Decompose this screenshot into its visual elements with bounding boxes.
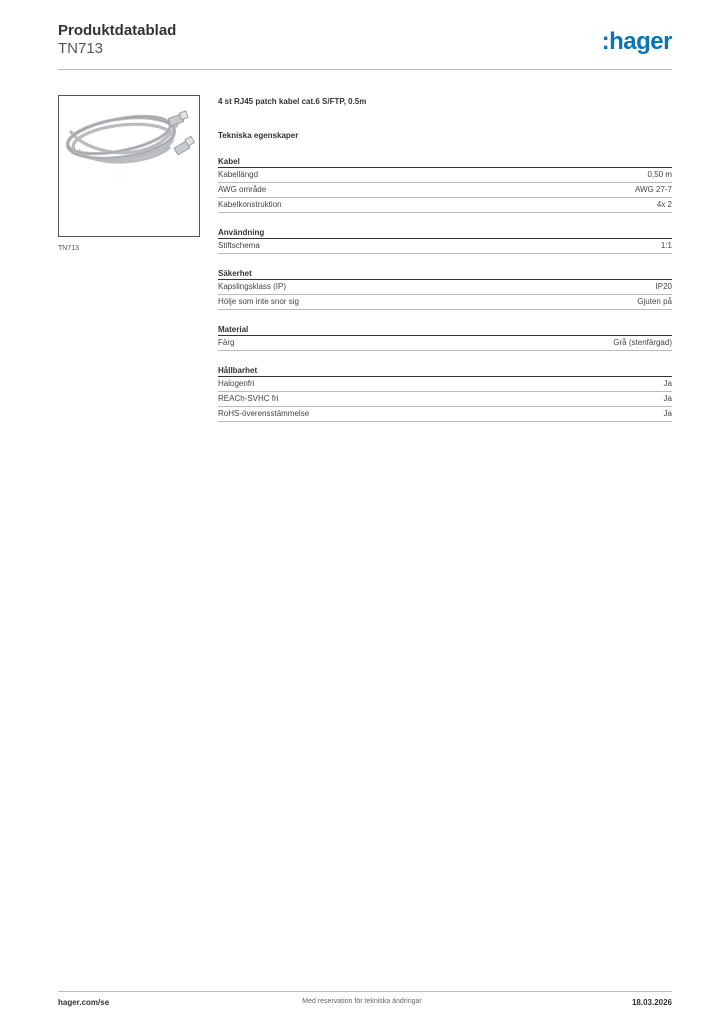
spec-label: Halogenfri bbox=[218, 379, 255, 388]
spec-value: 1:1 bbox=[660, 241, 672, 250]
product-code: TN713 bbox=[58, 40, 104, 57]
section-kabel bbox=[218, 156, 672, 213]
section-sakerhet bbox=[218, 268, 672, 310]
spec-label: Färg bbox=[218, 338, 235, 347]
spec-label: AWG område bbox=[218, 185, 267, 194]
header-divider bbox=[58, 69, 672, 70]
spec-row bbox=[218, 407, 672, 422]
spec-row bbox=[218, 295, 672, 310]
spec-row bbox=[218, 392, 672, 407]
footer-divider bbox=[58, 991, 672, 992]
spec-row bbox=[218, 183, 672, 198]
section-title: Hållbarhet bbox=[218, 365, 672, 377]
spec-value: Ja bbox=[663, 409, 672, 418]
image-caption: TN713 bbox=[58, 245, 80, 252]
spec-label: RoHS-överensstämmelse bbox=[218, 409, 310, 418]
spec-value: Gjuten på bbox=[637, 297, 672, 306]
technical-properties-heading: Tekniska egenskaper bbox=[218, 131, 299, 140]
spec-value: IP20 bbox=[655, 282, 672, 291]
footer-disclaimer: Med reservation för tekniska ändringar bbox=[302, 998, 422, 1005]
section-material bbox=[218, 324, 672, 351]
section-hallbarhet bbox=[218, 365, 672, 422]
section-title: Säkerhet bbox=[218, 268, 672, 280]
spec-label: Kabelkonstruktion bbox=[218, 200, 282, 209]
spec-value: AWG 27-7 bbox=[634, 185, 672, 194]
footer-website-link[interactable]: hager.com/se bbox=[58, 998, 110, 1007]
section-anvandning bbox=[218, 227, 672, 254]
spec-label: REACh-SVHC fri bbox=[218, 394, 279, 403]
page-header bbox=[58, 20, 672, 70]
patch-cable-icon bbox=[59, 96, 199, 236]
product-title: 4 st RJ45 patch kabel cat.6 S/FTP, 0.5m bbox=[218, 97, 367, 106]
spec-value: Ja bbox=[663, 379, 672, 388]
spec-row bbox=[218, 198, 672, 213]
spec-label: Kabellängd bbox=[218, 170, 259, 179]
spec-label: Hölje som inte snor sig bbox=[218, 297, 299, 306]
spec-value: 4x 2 bbox=[656, 200, 672, 209]
section-title: Kabel bbox=[218, 156, 672, 168]
section-title: Material bbox=[218, 324, 672, 336]
spec-row bbox=[218, 377, 672, 392]
hager-logo: :hager bbox=[601, 28, 672, 55]
product-image bbox=[58, 95, 200, 237]
spec-row bbox=[218, 239, 672, 254]
spec-label: Kapslingsklass (IP) bbox=[218, 282, 287, 291]
spec-value: 0,50 m bbox=[647, 170, 672, 179]
spec-value: Grå (stenfärgad) bbox=[613, 338, 672, 347]
spec-label: Stiftschema bbox=[218, 241, 260, 250]
footer-date: 18.03.2026 bbox=[631, 998, 672, 1007]
section-title: Användning bbox=[218, 227, 672, 239]
spec-value: Ja bbox=[663, 394, 672, 403]
spec-row bbox=[218, 168, 672, 183]
spec-row bbox=[218, 336, 672, 351]
product-details bbox=[218, 96, 672, 422]
spec-row bbox=[218, 280, 672, 295]
document-title: Produktdatablad bbox=[58, 22, 177, 39]
